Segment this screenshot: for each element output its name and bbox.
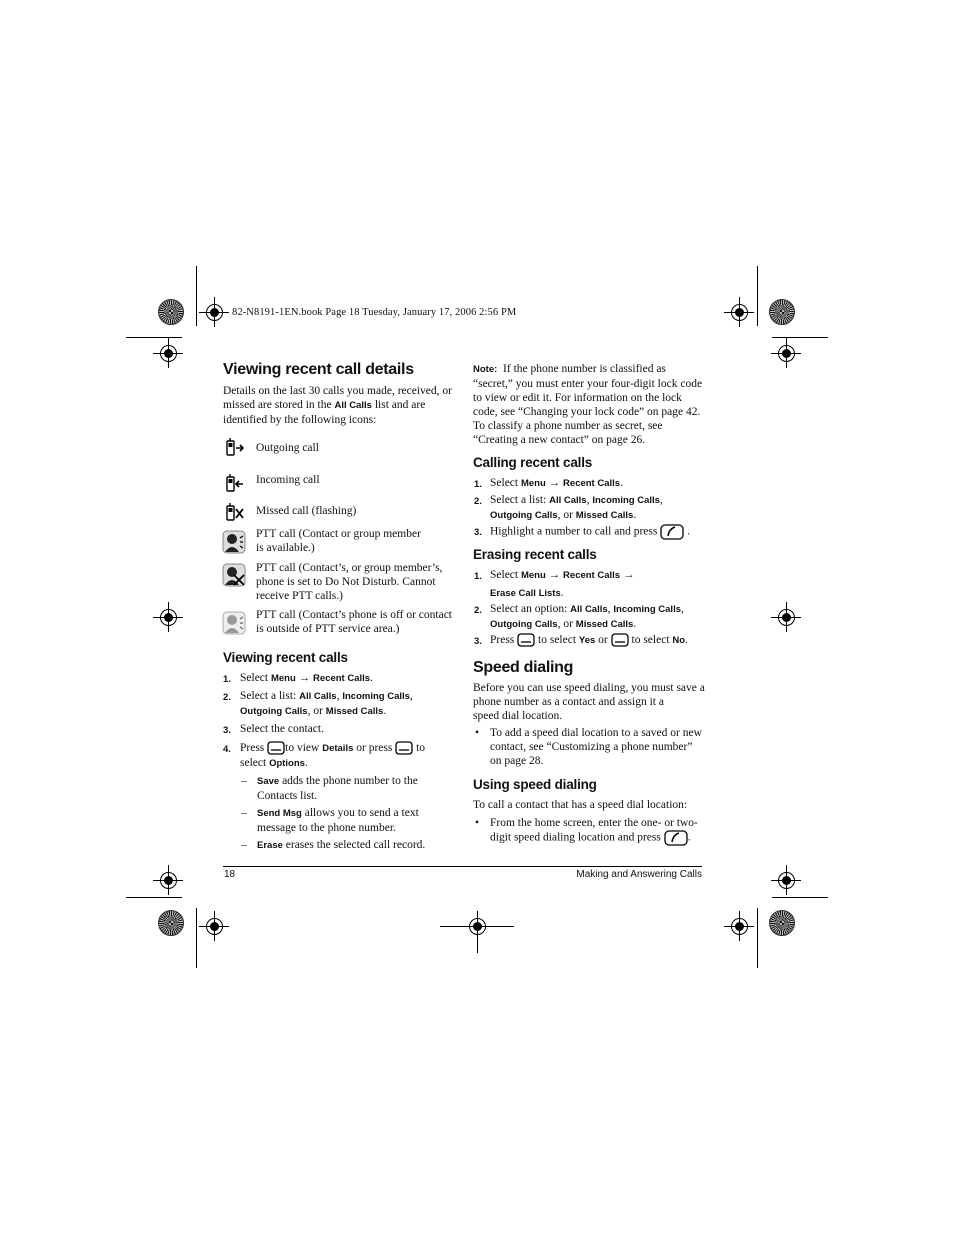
section-heading-using: Using speed dialing <box>473 777 597 792</box>
registration-star-icon <box>158 299 184 325</box>
footer-rule <box>223 866 702 867</box>
outgoing-call-icon <box>224 438 246 458</box>
ptt-dnd-icon <box>222 563 246 587</box>
ptt-off-icon <box>222 611 246 635</box>
using-bullet: From the home screen, enter the one- or two- digit speed dialing location and press . <box>490 816 698 846</box>
section-heading-calling: Calling recent calls <box>473 455 593 470</box>
print-header: 82-N8191-1EN.book Page 18 Tuesday, January 17, 2006 2:56 PM <box>232 307 517 318</box>
registration-star-icon <box>769 299 795 325</box>
incoming-call-icon <box>224 474 246 494</box>
left-softkey-icon <box>517 633 535 647</box>
section-heading-erasing: Erasing recent calls <box>473 547 597 562</box>
page-number: 18 <box>224 869 236 880</box>
section-heading-speed-dialing: Speed dialing <box>473 659 574 676</box>
speed-intro: Before you can use speed dialing, you must save a phone number as a contact and assign it a speed dial location. <box>473 682 705 722</box>
send-key-icon <box>660 524 684 540</box>
page-title: Viewing recent call details <box>223 361 414 378</box>
intro-text: Details on the last 30 calls you made, received, or missed are stored in the All Calls list and are identified by the following icons: <box>223 385 452 426</box>
ptt-available-icon <box>222 530 246 554</box>
right-softkey-icon <box>395 741 413 755</box>
footer-title: Making and Answering Calls <box>576 869 702 880</box>
registration-star-icon <box>769 910 795 936</box>
missed-call-icon <box>224 503 246 523</box>
note-block: Note: If the phone number is classified as “secret,” you must enter your four-digit lock code to view or edit it. For information on the lock code, see “Changing your lock code” on page 42. To classify a phone number as secret, see “Creating a new contact” on page 26. <box>473 363 703 446</box>
send-key-icon <box>664 830 688 846</box>
section-heading-viewing: Viewing recent calls <box>223 650 348 665</box>
left-softkey-icon <box>267 741 285 755</box>
right-softkey-icon <box>611 633 629 647</box>
registration-star-icon <box>158 910 184 936</box>
speed-bullet: To add a speed dial location to a saved or new contact, see “Customizing a phone number” on page 28. <box>490 727 702 767</box>
